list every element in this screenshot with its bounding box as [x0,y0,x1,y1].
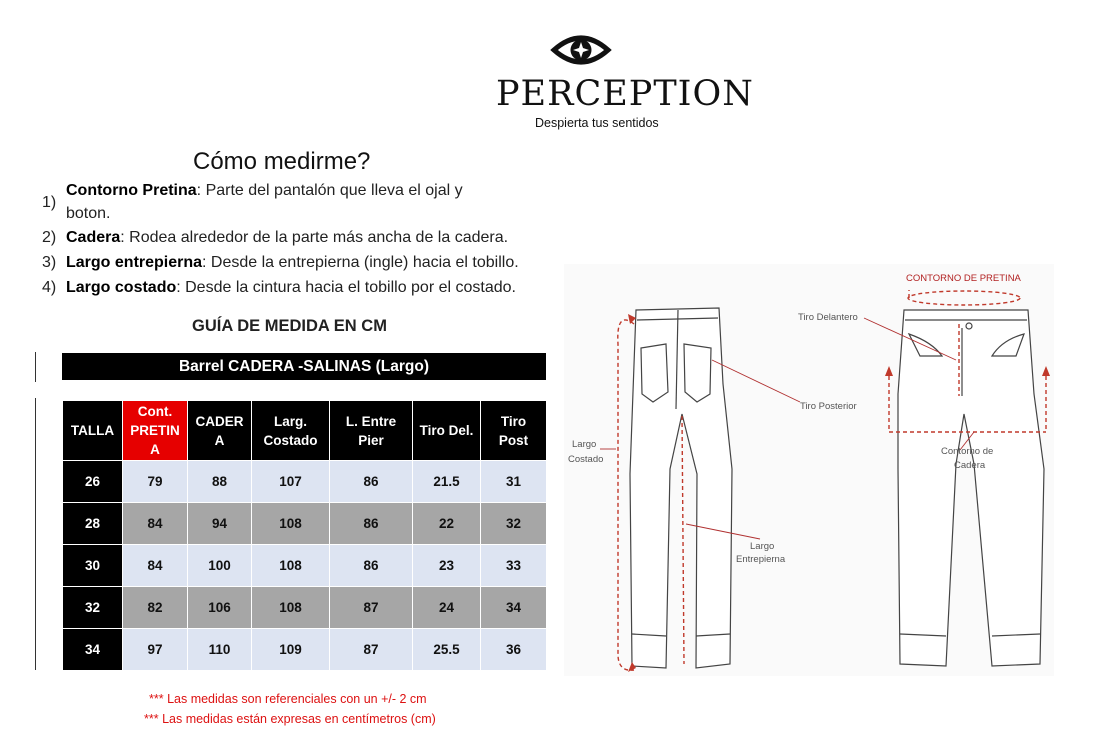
cell-pretina: 84 [123,503,188,545]
brand-logo [490,30,754,135]
cell-largo-entrepierna: 86 [330,503,413,545]
step-3 [42,252,562,274]
label-tiro-delantero: Tiro Delantero [798,312,858,323]
step-number: 3) [42,254,57,271]
table-row [63,461,547,503]
step-term: Cadera [66,229,121,246]
header-cadera: CADER A [188,401,252,461]
header-largo-costado: Larg. Costado [252,401,330,461]
step-text [66,277,516,299]
cell-tiro-delantero: 23 [413,545,481,587]
step-4 [42,277,562,299]
cell-talla: 34 [63,629,123,671]
step-2 [42,227,562,249]
cell-pretina: 97 [123,629,188,671]
brand-wordmark: PERCEPTION [496,74,754,114]
cell-cadera: 88 [188,461,252,503]
cell-tiro-delantero: 24 [413,587,481,629]
cell-largo-entrepierna: 87 [330,629,413,671]
label-tiro-posterior: Tiro Posterior [800,401,857,412]
cell-tiro-posterior: 33 [481,545,547,587]
table-row [63,629,547,671]
note-tolerance: *** Las medidas son referenciales con un +/- 2 cm [149,692,427,706]
note-units: *** Las medidas están expresas en centímetros (cm) [144,712,436,726]
step-text [66,227,508,249]
step-number: 4) [42,279,57,296]
cell-pretina: 84 [123,545,188,587]
step-number: 2) [42,229,57,246]
cell-pretina: 79 [123,461,188,503]
step-term: Contorno Pretina [66,182,197,199]
cell-tiro-posterior: 32 [481,503,547,545]
step-desc: : Parte del pantalón que lleva el ojal y [196,182,463,199]
table-title: Barrel CADERA -SALINAS (Largo) [62,353,546,380]
label-contorno-cadera-2: Cadera [954,460,986,471]
cell-tiro-delantero: 22 [413,503,481,545]
header-tiro-delantero: Tiro Del. [413,401,481,461]
step-term: Largo entrepierna [66,254,203,271]
header-cont-pretina: Cont. PRETIN A [123,401,188,461]
step-term: Largo costado [66,279,177,296]
cell-largo-costado: 108 [252,503,330,545]
header-largo-entrepierna: L. Entre Pier [330,401,413,461]
step-text [66,180,463,202]
table-row [63,545,547,587]
step-desc: : Desde la cintura hacia el tobillo por el costado. [176,279,516,296]
cell-tiro-delantero: 21.5 [413,461,481,503]
step-1 [42,180,542,226]
cell-tiro-posterior: 36 [481,629,547,671]
cell-talla: 28 [63,503,123,545]
step-desc: : Rodea alrededor de la parte más ancha de la cadera. [120,229,509,246]
cell-pretina: 82 [123,587,188,629]
cell-talla: 30 [63,545,123,587]
label-largo-entrepierna-2: Entrepierna [736,554,786,565]
divider-line [35,398,36,670]
table-row [63,503,547,545]
cell-cadera: 110 [188,629,252,671]
cell-tiro-posterior: 34 [481,587,547,629]
label-contorno-pretina: CONTORNO DE PRETINA [906,273,1021,284]
step-desc: : Desde la entrepierna (ingle) hacia el tobillo. [202,254,519,271]
cell-largo-entrepierna: 86 [330,461,413,503]
brand-tagline: Despierta tus sentidos [535,116,659,130]
label-largo-costado-1: Largo [572,439,597,450]
cell-cadera: 100 [188,545,252,587]
cell-largo-costado: 108 [252,587,330,629]
divider-line [35,352,36,382]
step-number: 1) [42,194,57,211]
cell-cadera: 106 [188,587,252,629]
label-largo-costado-2: Costado [568,454,604,465]
guide-title: GUÍA DE MEDIDA EN CM [192,317,387,335]
size-table [62,400,547,671]
how-to-title: Cómo medirme? [193,148,371,175]
table-row [63,587,547,629]
cell-tiro-posterior: 31 [481,461,547,503]
cell-largo-costado: 108 [252,545,330,587]
cell-talla: 26 [63,461,123,503]
cell-largo-entrepierna: 86 [330,545,413,587]
cell-largo-costado: 107 [252,461,330,503]
cell-largo-costado: 109 [252,629,330,671]
header-tiro-posterior: Tiro Post [481,401,547,461]
cell-cadera: 94 [188,503,252,545]
label-contorno-cadera-1: Contorno de [941,446,994,457]
label-largo-entrepierna-1: Largo [750,541,775,552]
step-text-continued: boton. [66,205,111,222]
eye-icon [550,30,612,70]
measurement-diagram [564,264,1054,676]
cell-largo-entrepierna: 87 [330,587,413,629]
cell-talla: 32 [63,587,123,629]
header-talla: TALLA [63,401,123,461]
step-text [66,252,519,274]
table-header-row [63,401,547,461]
cell-tiro-delantero: 25.5 [413,629,481,671]
